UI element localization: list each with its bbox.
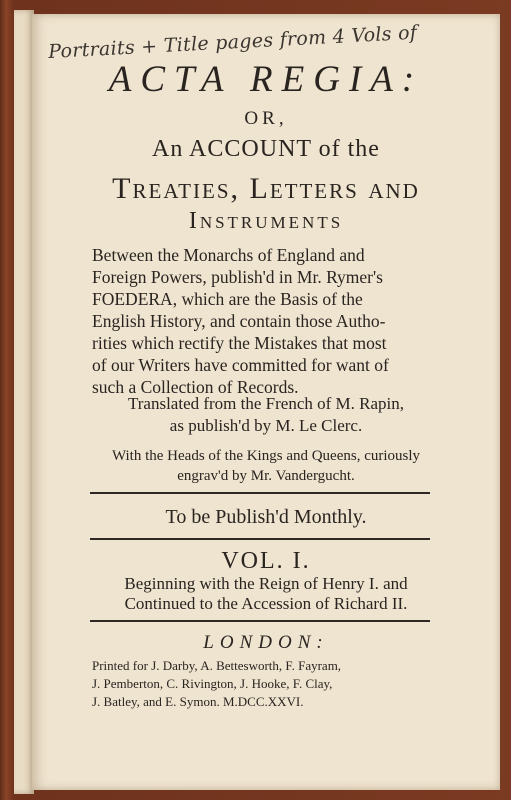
translation-line: as publish'd by M. Le Clerc. <box>169 416 363 435</box>
publication-frequency: To be Publish'd Monthly. <box>165 506 367 528</box>
volume-number: VOL. I. <box>221 548 311 574</box>
reign-line: Continued to the Accession of Richard II. <box>124 594 408 613</box>
translation-line: Translated from the French of M. Rapin, <box>127 394 405 413</box>
or-line: OR, <box>244 108 288 129</box>
subtitle-instruments: Instruments <box>188 208 344 234</box>
description-line: such a Collection of Records. <box>92 377 299 397</box>
handwritten-note: Portraits + Title pages from 4 Vols of <box>47 21 418 63</box>
reign-line: Beginning with the Reign of Henry I. and <box>124 574 408 593</box>
engraving-line: engrav'd by Mr. Vandergucht. <box>177 468 355 484</box>
description-line: Between the Monarchs of England and <box>92 245 365 265</box>
description-line: of our Writers have committed for want of <box>92 355 389 375</box>
divider-rule <box>90 492 430 494</box>
description-line: FOEDERA, which are the Basis of the <box>92 289 363 309</box>
description-line: Foreign Powers, publish'd in Mr. Rymer's <box>92 267 383 287</box>
book-title: ACTA REGIA: <box>108 59 424 100</box>
subtitle-account: An ACCOUNT of the <box>152 136 380 162</box>
divider-rule <box>90 620 430 622</box>
page-edge <box>14 10 34 794</box>
printers-line: Printed for J. Darby, A. Bettesworth, F. Fayram, <box>92 658 342 673</box>
description-paragraph <box>92 244 432 398</box>
printers-line: J. Batley, and E. Symon. M.DCC.XXVI. <box>92 694 304 709</box>
imprint-place: LONDON: <box>203 632 329 653</box>
subtitle-treaties: Treaties, Letters and <box>112 172 420 205</box>
divider-rule <box>90 538 430 540</box>
description-line: English History, and contain those Autho- <box>92 311 386 331</box>
engraving-line: With the Heads of the Kings and Queens, curiously <box>111 448 421 464</box>
printers-line: J. Pemberton, C. Rivington, J. Hooke, F. Clay, <box>92 676 333 691</box>
description-line: rities which rectify the Mistakes that most <box>92 333 387 353</box>
